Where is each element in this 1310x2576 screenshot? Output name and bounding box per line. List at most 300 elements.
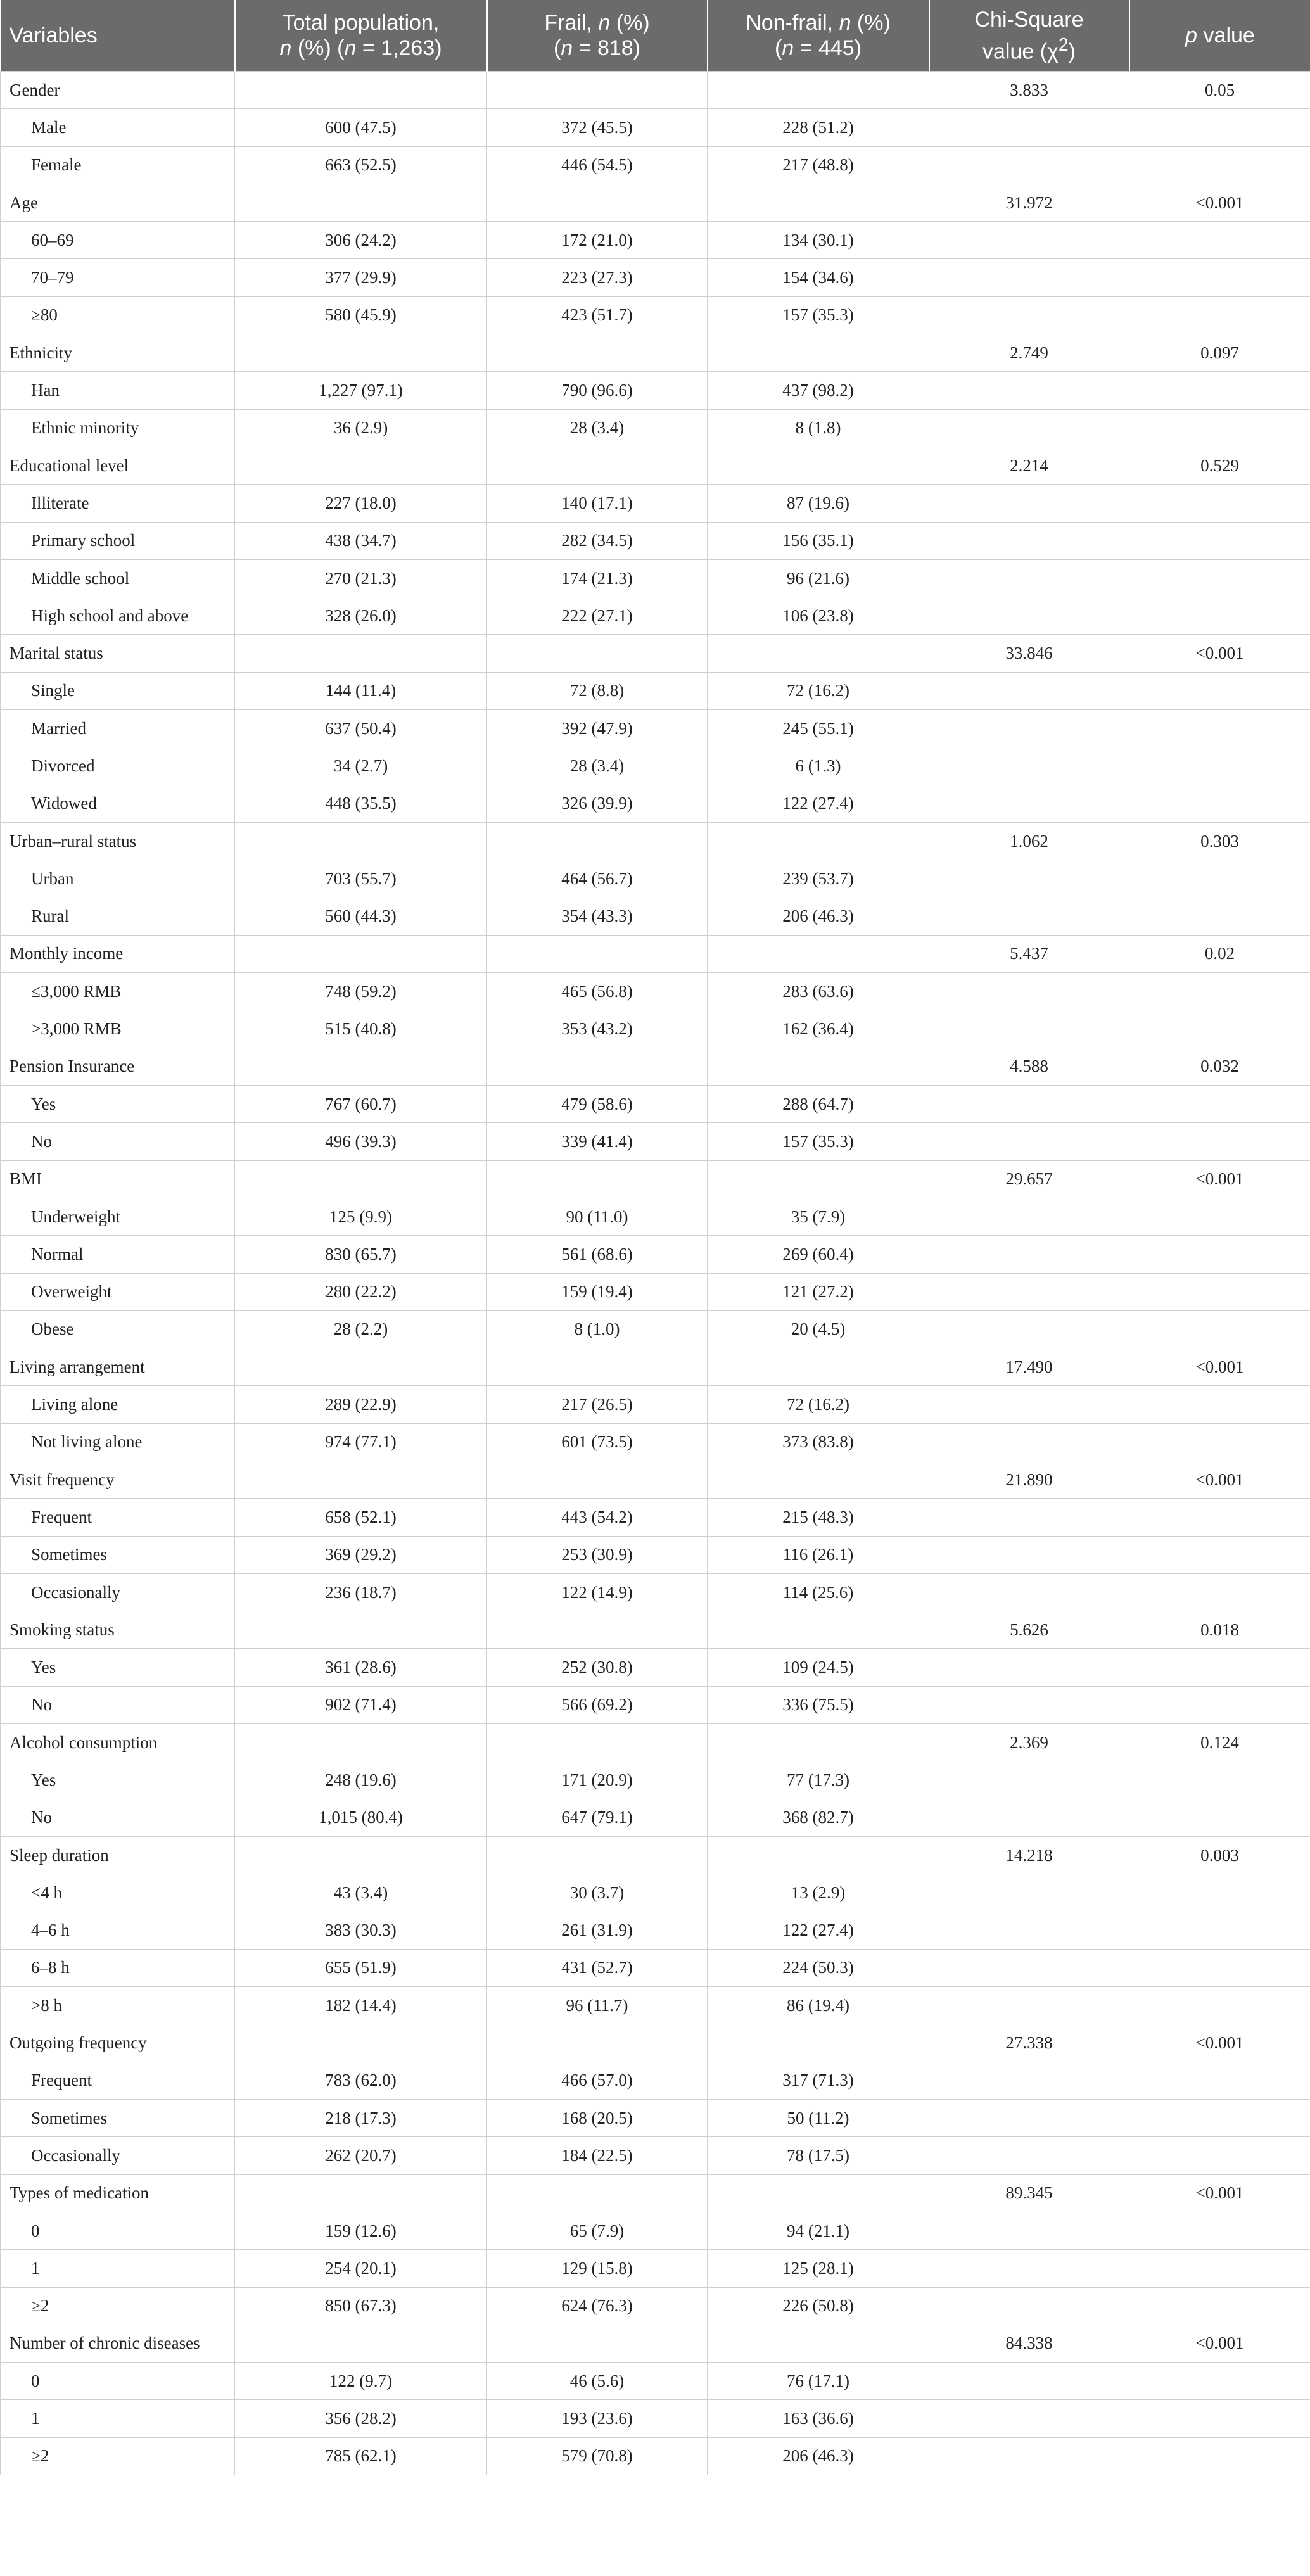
non-frail-cell: 283 (63.6)	[708, 973, 929, 1010]
chi-square-cell	[929, 1236, 1129, 1273]
total-cell	[235, 334, 487, 372]
total-cell: 356 (28.2)	[235, 2400, 487, 2437]
chi-square-cell	[929, 1799, 1129, 1836]
frail-cell: 72 (8.8)	[487, 672, 708, 709]
total-cell: 28 (2.2)	[235, 1310, 487, 1348]
table-row	[1, 747, 1310, 785]
p-value-cell	[1129, 1799, 1310, 1836]
variable-cell: Married	[1, 710, 235, 747]
non-frail-cell: 87 (19.6)	[708, 485, 929, 522]
non-frail-cell: 239 (53.7)	[708, 860, 929, 898]
table-row	[1, 1799, 1310, 1836]
total-cell	[235, 2024, 487, 2062]
total-cell	[235, 1160, 487, 1198]
frail-cell: 217 (26.5)	[487, 1386, 708, 1423]
frail-cell	[487, 635, 708, 672]
p-value-cell	[1129, 296, 1310, 334]
non-frail-cell: 288 (64.7)	[708, 1086, 929, 1123]
non-frail-cell: 269 (60.4)	[708, 1236, 929, 1273]
non-frail-cell: 228 (51.2)	[708, 109, 929, 146]
non-frail-cell: 116 (26.1)	[708, 1536, 929, 1573]
non-frail-cell	[708, 635, 929, 672]
table-row	[1, 1987, 1310, 2024]
p-value-cell: <0.001	[1129, 635, 1310, 672]
variable-cell: Sometimes	[1, 1536, 235, 1573]
p-value-cell	[1129, 409, 1310, 447]
p-value-cell	[1129, 259, 1310, 296]
frail-cell: 129 (15.8)	[487, 2250, 708, 2287]
non-frail-cell	[708, 822, 929, 860]
table-row-category	[1, 72, 1310, 109]
total-cell: 125 (9.9)	[235, 1198, 487, 1235]
chi-square-cell	[929, 259, 1129, 296]
non-frail-cell	[708, 184, 929, 221]
frail-cell: 28 (3.4)	[487, 747, 708, 785]
total-cell: 236 (18.7)	[235, 1573, 487, 1611]
p-value-cell	[1129, 1123, 1310, 1160]
table-row	[1, 296, 1310, 334]
total-cell: 767 (60.7)	[235, 1086, 487, 1123]
chi-square-cell	[929, 485, 1129, 522]
p-value-cell: 0.032	[1129, 1048, 1310, 1085]
variable-cell: Female	[1, 146, 235, 184]
frail-cell: 90 (11.0)	[487, 1198, 708, 1235]
variable-cell: Ethnicity	[1, 334, 235, 372]
frail-cell	[487, 1836, 708, 1874]
frail-cell: 46 (5.6)	[487, 2363, 708, 2400]
variable-cell: Living alone	[1, 1386, 235, 1423]
variable-cell: Outgoing frequency	[1, 2024, 235, 2062]
frail-cell: 122 (14.9)	[487, 1573, 708, 1611]
frail-cell: 466 (57.0)	[487, 2062, 708, 2099]
total-cell: 1,227 (97.1)	[235, 372, 487, 409]
p-value-cell	[1129, 2363, 1310, 2400]
non-frail-cell: 50 (11.2)	[708, 2100, 929, 2137]
non-frail-cell	[708, 1461, 929, 1498]
chi-square-cell	[929, 559, 1129, 597]
non-frail-cell: 206 (46.3)	[708, 2437, 929, 2475]
table-row	[1, 2250, 1310, 2287]
chi-square-cell	[929, 1123, 1129, 1160]
total-cell: 448 (35.5)	[235, 785, 487, 822]
table-row	[1, 1273, 1310, 1310]
non-frail-cell: 217 (48.8)	[708, 146, 929, 184]
variable-cell: Yes	[1, 1086, 235, 1123]
p-value-cell	[1129, 146, 1310, 184]
non-frail-cell: 13 (2.9)	[708, 1874, 929, 1912]
total-cell: 159 (12.6)	[235, 2212, 487, 2249]
chi-square-cell	[929, 372, 1129, 409]
variable-cell: Alcohol consumption	[1, 1724, 235, 1761]
non-frail-cell	[708, 2174, 929, 2212]
table-row-category	[1, 2174, 1310, 2212]
table-row-category	[1, 935, 1310, 972]
variable-cell: Ethnic minority	[1, 409, 235, 447]
p-value-cell	[1129, 747, 1310, 785]
table-row	[1, 559, 1310, 597]
non-frail-cell	[708, 447, 929, 484]
total-cell: 377 (29.9)	[235, 259, 487, 296]
total-cell: 328 (26.0)	[235, 597, 487, 635]
total-cell: 122 (9.7)	[235, 2363, 487, 2400]
total-cell: 600 (47.5)	[235, 109, 487, 146]
table-row	[1, 1086, 1310, 1123]
variable-cell: Obese	[1, 1310, 235, 1348]
non-frail-cell	[708, 935, 929, 972]
frail-cell: 561 (68.6)	[487, 1236, 708, 1273]
chi-square-cell: 33.846	[929, 635, 1129, 672]
chi-square-cell: 17.490	[929, 1348, 1129, 1386]
non-frail-cell: 163 (36.6)	[708, 2400, 929, 2437]
frail-cell: 159 (19.4)	[487, 1273, 708, 1310]
frail-cell: 253 (30.9)	[487, 1536, 708, 1573]
chi-square-cell	[929, 860, 1129, 898]
non-frail-cell: 368 (82.7)	[708, 1799, 929, 1836]
total-cell: 974 (77.1)	[235, 1423, 487, 1461]
frail-cell: 168 (20.5)	[487, 2100, 708, 2137]
variable-cell: Underweight	[1, 1198, 235, 1235]
total-cell: 306 (24.2)	[235, 222, 487, 259]
non-frail-cell: 157 (35.3)	[708, 1123, 929, 1160]
table-row-category	[1, 1160, 1310, 1198]
total-cell: 830 (65.7)	[235, 1236, 487, 1273]
total-cell: 36 (2.9)	[235, 409, 487, 447]
p-value-cell	[1129, 1198, 1310, 1235]
header-frail: Frail, n (%) (n = 818)	[487, 0, 708, 72]
total-cell: 496 (39.3)	[235, 1123, 487, 1160]
p-value-cell	[1129, 1649, 1310, 1686]
variable-cell: Occasionally	[1, 2137, 235, 2174]
frail-cell	[487, 1160, 708, 1198]
non-frail-cell: 437 (98.2)	[708, 372, 929, 409]
table-row	[1, 2212, 1310, 2249]
total-cell: 34 (2.7)	[235, 747, 487, 785]
variable-cell: >3,000 RMB	[1, 1010, 235, 1048]
chi-square-cell	[929, 1273, 1129, 1310]
total-cell: 280 (22.2)	[235, 1273, 487, 1310]
total-cell: 580 (45.9)	[235, 296, 487, 334]
header-variables: Variables	[1, 0, 235, 72]
total-cell	[235, 1048, 487, 1085]
non-frail-cell	[708, 2325, 929, 2362]
chi-square-cell	[929, 1912, 1129, 1949]
frail-cell: 339 (41.4)	[487, 1123, 708, 1160]
p-value-cell: 0.097	[1129, 334, 1310, 372]
chi-square-cell	[929, 2212, 1129, 2249]
header-total-population: Total population, n (%) (n = 1,263)	[235, 0, 487, 72]
variable-cell: Living arrangement	[1, 1348, 235, 1386]
table-row	[1, 1649, 1310, 1686]
table-row-category	[1, 334, 1310, 372]
variable-cell: ≥2	[1, 2287, 235, 2325]
non-frail-cell: 157 (35.3)	[708, 296, 929, 334]
non-frail-cell: 226 (50.8)	[708, 2287, 929, 2325]
total-cell: 438 (34.7)	[235, 522, 487, 559]
non-frail-cell	[708, 334, 929, 372]
chi-square-cell	[929, 2250, 1129, 2287]
table-row	[1, 146, 1310, 184]
frail-cell: 193 (23.6)	[487, 2400, 708, 2437]
non-frail-cell: 6 (1.3)	[708, 747, 929, 785]
frail-cell	[487, 72, 708, 109]
non-frail-cell	[708, 1724, 929, 1761]
p-value-cell	[1129, 1386, 1310, 1423]
chi-square-cell	[929, 898, 1129, 935]
table-row-category	[1, 1611, 1310, 1649]
non-frail-cell: 78 (17.5)	[708, 2137, 929, 2174]
frail-cell	[487, 1724, 708, 1761]
table-row-category	[1, 635, 1310, 672]
table-row	[1, 785, 1310, 822]
total-cell: 902 (71.4)	[235, 1686, 487, 1723]
frail-cell: 140 (17.1)	[487, 485, 708, 522]
variable-cell: ≥2	[1, 2437, 235, 2475]
frail-cell: 446 (54.5)	[487, 146, 708, 184]
chi-square-cell: 2.369	[929, 1724, 1129, 1761]
non-frail-cell	[708, 1611, 929, 1649]
variable-cell: ≥80	[1, 296, 235, 334]
variable-cell: 60–69	[1, 222, 235, 259]
chi-square-cell	[929, 747, 1129, 785]
chi-square-cell	[929, 785, 1129, 822]
non-frail-cell: 8 (1.8)	[708, 409, 929, 447]
table-row	[1, 2137, 1310, 2174]
variable-cell: Primary school	[1, 522, 235, 559]
chi-square-cell	[929, 973, 1129, 1010]
non-frail-cell	[708, 72, 929, 109]
non-frail-cell: 336 (75.5)	[708, 1686, 929, 1723]
table-row	[1, 1423, 1310, 1461]
variable-cell: Monthly income	[1, 935, 235, 972]
table-row	[1, 259, 1310, 296]
table-row	[1, 2100, 1310, 2137]
frail-cell	[487, 1461, 708, 1498]
total-cell: 254 (20.1)	[235, 2250, 487, 2287]
frail-cell: 566 (69.2)	[487, 1686, 708, 1723]
variable-cell: 6–8 h	[1, 1949, 235, 1986]
non-frail-cell: 215 (48.3)	[708, 1499, 929, 1536]
table-row-category	[1, 1048, 1310, 1085]
non-frail-cell	[708, 1048, 929, 1085]
p-value-cell	[1129, 672, 1310, 709]
chi-square-cell	[929, 1649, 1129, 1686]
p-value-cell	[1129, 1536, 1310, 1573]
total-cell: 218 (17.3)	[235, 2100, 487, 2137]
chi-square-cell: 2.749	[929, 334, 1129, 372]
non-frail-cell: 109 (24.5)	[708, 1649, 929, 1686]
chi-square-cell	[929, 2100, 1129, 2137]
chi-square-cell	[929, 1987, 1129, 2024]
chi-square-cell	[929, 2400, 1129, 2437]
table-row	[1, 1010, 1310, 1048]
frail-cell: 223 (27.3)	[487, 259, 708, 296]
p-value-cell	[1129, 2137, 1310, 2174]
chi-square-cell: 1.062	[929, 822, 1129, 860]
chi-square-cell: 2.214	[929, 447, 1129, 484]
variable-cell: Gender	[1, 72, 235, 109]
table-row-category	[1, 1836, 1310, 1874]
non-frail-cell: 72 (16.2)	[708, 1386, 929, 1423]
variable-cell: Types of medication	[1, 2174, 235, 2212]
variable-cell: 0	[1, 2212, 235, 2249]
frail-cell	[487, 2174, 708, 2212]
p-value-cell: 0.018	[1129, 1611, 1310, 1649]
table-row	[1, 1949, 1310, 1986]
frail-cell: 392 (47.9)	[487, 710, 708, 747]
p-value-cell	[1129, 522, 1310, 559]
total-cell: 289 (22.9)	[235, 1386, 487, 1423]
variable-cell: Occasionally	[1, 1573, 235, 1611]
variable-cell: Widowed	[1, 785, 235, 822]
chi-square-cell	[929, 2437, 1129, 2475]
frail-cell	[487, 1348, 708, 1386]
table-row	[1, 1236, 1310, 1273]
table-row	[1, 1386, 1310, 1423]
header-chi-square: Chi-Square value $(\chi^2)$	[929, 0, 1129, 72]
non-frail-cell: 317 (71.3)	[708, 2062, 929, 2099]
frail-cell: 443 (54.2)	[487, 1499, 708, 1536]
p-value-cell	[1129, 222, 1310, 259]
variable-cell: >8 h	[1, 1987, 235, 2024]
chi-square-cell: 31.972	[929, 184, 1129, 221]
table-header-row	[1, 0, 1310, 72]
non-frail-cell	[708, 1160, 929, 1198]
chi-square-cell	[929, 2287, 1129, 2325]
table-row	[1, 1761, 1310, 1799]
frail-cell: 579 (70.8)	[487, 2437, 708, 2475]
variable-cell: Han	[1, 372, 235, 409]
non-frail-cell: 224 (50.3)	[708, 1949, 929, 1986]
total-cell	[235, 2325, 487, 2362]
frail-cell	[487, 2024, 708, 2062]
total-cell: 637 (50.4)	[235, 710, 487, 747]
chi-square-cell	[929, 1499, 1129, 1536]
p-value-cell	[1129, 1086, 1310, 1123]
non-frail-cell: 206 (46.3)	[708, 898, 929, 935]
total-cell	[235, 72, 487, 109]
p-value-cell	[1129, 2250, 1310, 2287]
p-value-cell	[1129, 1761, 1310, 1799]
frail-cell: 354 (43.3)	[487, 898, 708, 935]
variable-cell: Normal	[1, 1236, 235, 1273]
total-cell	[235, 184, 487, 221]
chi-square-cell	[929, 1423, 1129, 1461]
chi-square-cell	[929, 710, 1129, 747]
p-value-cell	[1129, 1273, 1310, 1310]
variable-cell: No	[1, 1799, 235, 1836]
header-non-frail: Non-frail, n (%) (n = 445)	[708, 0, 929, 72]
chi-square-cell	[929, 1686, 1129, 1723]
frail-cell: 252 (30.8)	[487, 1649, 708, 1686]
frail-cell	[487, 184, 708, 221]
p-value-cell	[1129, 109, 1310, 146]
non-frail-cell: 162 (36.4)	[708, 1010, 929, 1048]
variable-cell: Number of chronic diseases	[1, 2325, 235, 2362]
chi-square-cell	[929, 1536, 1129, 1573]
variable-cell: Yes	[1, 1761, 235, 1799]
chi-square-cell: 5.437	[929, 935, 1129, 972]
total-cell: 369 (29.2)	[235, 1536, 487, 1573]
total-cell: 783 (62.0)	[235, 2062, 487, 2099]
total-cell	[235, 635, 487, 672]
variable-cell: ≤3,000 RMB	[1, 973, 235, 1010]
table-row	[1, 1123, 1310, 1160]
chi-square-cell	[929, 672, 1129, 709]
non-frail-cell: 121 (27.2)	[708, 1273, 929, 1310]
frail-cell: 431 (52.7)	[487, 1949, 708, 1986]
variable-cell: No	[1, 1686, 235, 1723]
variable-cell: <4 h	[1, 1874, 235, 1912]
chi-square-cell	[929, 2363, 1129, 2400]
total-cell: 703 (55.7)	[235, 860, 487, 898]
total-cell	[235, 1348, 487, 1386]
total-cell: 270 (21.3)	[235, 559, 487, 597]
total-cell: 361 (28.6)	[235, 1649, 487, 1686]
table-row	[1, 1499, 1310, 1536]
chi-square-cell	[929, 2062, 1129, 2099]
non-frail-cell	[708, 1348, 929, 1386]
total-cell: 748 (59.2)	[235, 973, 487, 1010]
chi-square-cell	[929, 296, 1129, 334]
frail-cell: 353 (43.2)	[487, 1010, 708, 1048]
table-row-category	[1, 2325, 1310, 2362]
total-cell: 515 (40.8)	[235, 1010, 487, 1048]
chi-square-cell: 21.890	[929, 1461, 1129, 1498]
frail-cell: 479 (58.6)	[487, 1086, 708, 1123]
p-value-cell: 0.02	[1129, 935, 1310, 972]
frail-cell: 261 (31.9)	[487, 1912, 708, 1949]
p-value-cell	[1129, 710, 1310, 747]
total-cell	[235, 1724, 487, 1761]
total-cell	[235, 2174, 487, 2212]
p-value-cell: 0.05	[1129, 72, 1310, 109]
chi-square-cell: 3.833	[929, 72, 1129, 109]
variable-cell: Age	[1, 184, 235, 221]
frail-cell: 423 (51.7)	[487, 296, 708, 334]
variable-cell: Not living alone	[1, 1423, 235, 1461]
frail-cell	[487, 1048, 708, 1085]
non-frail-cell: 76 (17.1)	[708, 2363, 929, 2400]
non-frail-cell: 125 (28.1)	[708, 2250, 929, 2287]
chi-square-cell	[929, 1386, 1129, 1423]
non-frail-cell: 156 (35.1)	[708, 522, 929, 559]
variable-cell: High school and above	[1, 597, 235, 635]
total-cell: 262 (20.7)	[235, 2137, 487, 2174]
chi-square-cell	[929, 1198, 1129, 1235]
chi-square-cell	[929, 1310, 1129, 1348]
table-row	[1, 1686, 1310, 1723]
p-value-cell	[1129, 1987, 1310, 2024]
frail-cell: 30 (3.7)	[487, 1874, 708, 1912]
frail-cell: 171 (20.9)	[487, 1761, 708, 1799]
table-body	[1, 72, 1310, 2475]
frail-cell: 465 (56.8)	[487, 973, 708, 1010]
table-row	[1, 109, 1310, 146]
variable-cell: Frequent	[1, 2062, 235, 2099]
non-frail-cell: 86 (19.4)	[708, 1987, 929, 2024]
p-value-cell	[1129, 2062, 1310, 2099]
chi-square-cell	[929, 522, 1129, 559]
frail-cell: 96 (11.7)	[487, 1987, 708, 2024]
chi-square-cell	[929, 1010, 1129, 1048]
p-value-cell: <0.001	[1129, 1348, 1310, 1386]
non-frail-cell: 245 (55.1)	[708, 710, 929, 747]
p-value-cell	[1129, 2400, 1310, 2437]
p-value-cell	[1129, 973, 1310, 1010]
frail-cell: 372 (45.5)	[487, 109, 708, 146]
frail-cell: 790 (96.6)	[487, 372, 708, 409]
p-value-cell	[1129, 860, 1310, 898]
